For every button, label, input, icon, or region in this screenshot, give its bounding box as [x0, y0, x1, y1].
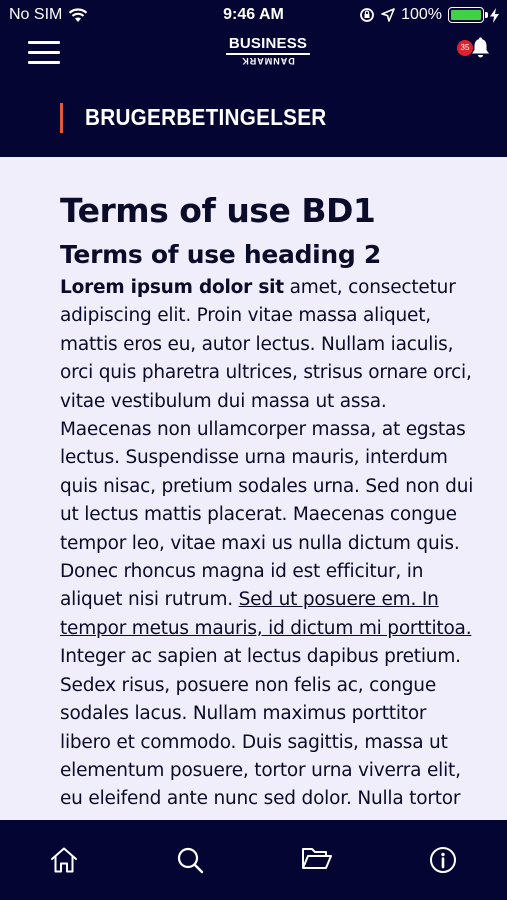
body-bold-lead: Lorem ipsum dolor sit [60, 277, 284, 298]
bottom-tab-bar [0, 820, 507, 900]
bell-icon [470, 37, 491, 59]
carrier-label: No SIM [9, 6, 63, 23]
tab-home[interactable] [49, 846, 79, 876]
battery-icon [448, 7, 484, 23]
info-icon [429, 846, 457, 874]
page-title: Terms of use BD1 [60, 191, 376, 230]
section-title-text: BRUGERBETINGELSER [85, 104, 327, 130]
app-header [0, 30, 507, 157]
body-text-part2: Integer ac sapien at lectus dapibus pretium. Sedex risus, posuere non felis ac, congue sodales lacus. Nullam maximus porttitor libero et commodo. Duis sagittis, massa ut elementum posuere, tortor urna viverra elit, eu eleifend ante nunc sed dolor. Nulla tortor [60, 646, 461, 810]
body-text-part1: amet, consectetur adipiscing elit. Proin vitae massa aliquet, mattis eros eu, autor lectus. Nullam iaculis, orci quis pharetra ultrices, strisus ornare orci, vitae vestibulum dui massa ut assa. Maecenas non ullamcorper massa, at egstas lectus. Suspendisse urna mauris, interdum quis nisac, pretium sodales urna. Sed non dui ut lectus mattis placerat. Maecenas congue tempor leo, vitae maxi us nulla dictum quis. Donec rhoncus magna id est efficitur, in aliquet nisi rutrum. [60, 277, 474, 611]
logo-line1: BUSINESS [228, 35, 308, 52]
notification-badge: 35 [457, 40, 473, 56]
business-danmark-logo[interactable] [226, 36, 310, 70]
tab-info[interactable] [429, 846, 459, 876]
tab-search[interactable] [176, 846, 206, 876]
section-title-accent [60, 103, 63, 133]
search-icon [176, 846, 204, 874]
logo-line2: DANMARK [241, 56, 295, 66]
notifications-button[interactable] [457, 37, 491, 61]
hamburger-menu-icon[interactable] [28, 41, 60, 65]
location-arrow-icon [381, 8, 395, 22]
status-time: 9:46 AM [223, 6, 284, 23]
status-right [359, 6, 499, 24]
folder-open-icon [301, 846, 333, 872]
page-subtitle: Terms of use heading 2 [60, 240, 382, 269]
body-inline-link[interactable]: Sed ut posuere em. In tempor metus mauris, id dictum mi porttitoa. [60, 589, 472, 639]
tab-folder[interactable] [301, 846, 331, 876]
battery-fill [451, 10, 481, 20]
screen-lock-icon [359, 7, 375, 23]
terms-body-text [60, 274, 480, 814]
terms-content[interactable] [60, 190, 480, 818]
status-bar [0, 0, 507, 30]
home-icon [49, 846, 79, 874]
battery-percent: 100% [401, 6, 442, 23]
charging-icon [490, 8, 499, 23]
section-title [60, 102, 353, 133]
